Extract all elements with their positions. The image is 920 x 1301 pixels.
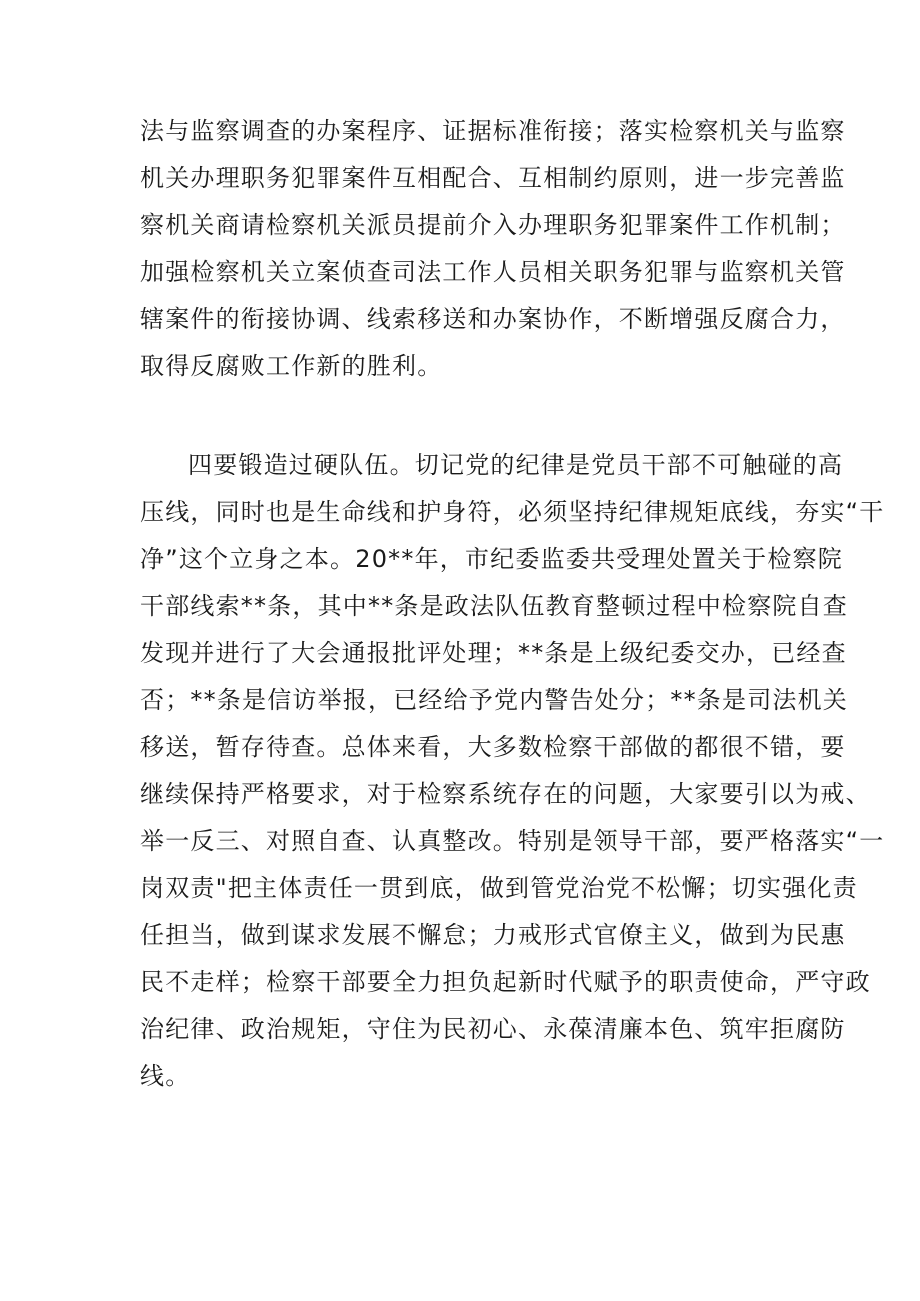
paragraph-2-line-9: 举一反三、对照自查、认真整改。特别是领导干部，要严格落实“一 <box>140 827 885 855</box>
paragraph-2-line-6: 否；**条是信访举报，已经给予党内警告处分；**条是司法机关 <box>140 686 848 714</box>
paragraph-1-line-1: 法与监察调查的办案程序、证据标准衔接；落实检察机关与监察 <box>140 117 846 145</box>
paragraph-1-line-2: 机关办理职务犯罪案件互相配合、互相制约原则，进一步完善监 <box>140 164 846 192</box>
paragraph-1-line-5: 辖案件的衔接协调、线索移送和办案协作，不断增强反腐合力， <box>140 305 846 333</box>
paragraph-2-line-12: 民不走样；检察干部要全力担负起新时代赋予的职责使命，严守政 <box>140 968 871 996</box>
paragraph-2-line-4: 干部线索**条，其中**条是政法队伍教育整顿过程中检察院自查 <box>140 592 848 620</box>
paragraph-2-line-8: 继续保持严格要求，对于检察系统存在的问题，大家要引以为戒、 <box>140 780 871 808</box>
paragraph-2-line-13: 治纪律、政治规矩，守住为民初心、永葆清廉本色、筑牢拒腐防 <box>140 1015 846 1043</box>
paragraph-2-line-5: 发现并进行了大会通报批评处理；**条是上级纪委交办，已经查 <box>140 639 847 667</box>
paragraph-2-line-7: 移送，暂存待查。总体来看，大多数检察干部做的都很不错，要 <box>140 733 846 761</box>
paragraph-1-line-4: 加强检察机关立案侦查司法工作人员相关职务犯罪与监察机关管 <box>140 258 846 286</box>
paragraph-2-line-1: 四要锻造过硬队伍。切记党的纪律是党员干部不可触碰的高 <box>188 451 844 479</box>
paragraph-2-line-11: 任担当，做到谋求发展不懈怠；力戒形式官僚主义，做到为民惠 <box>140 921 846 949</box>
paragraph-1-line-3: 察机关商请检察机关派员提前介入办理职务犯罪案件工作机制； <box>140 211 846 239</box>
paragraph-2-line-2: 压线，同时也是生命线和护身符，必须坚持纪律规矩底线，夯实“干 <box>140 498 885 526</box>
paragraph-2-line-14: 线。 <box>140 1062 191 1090</box>
paragraph-1-line-6: 取得反腐败工作新的胜利。 <box>140 352 443 380</box>
paragraph-2-line-10: 岗双责"把主体责任一贯到底，做到管党治党不松懈；切实强化责 <box>140 874 858 902</box>
paragraph-2-line-3: 净”这个立身之本。20**年，市纪委监委共受理处置关于检察院 <box>140 545 843 573</box>
